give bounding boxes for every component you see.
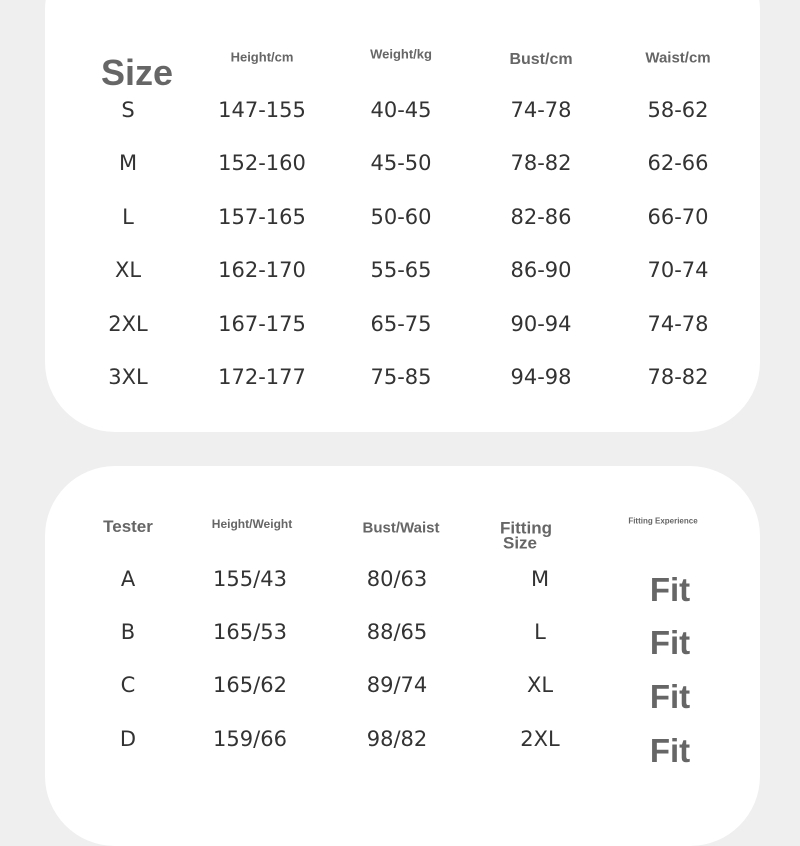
fit-result: Fit	[649, 732, 691, 769]
fitting-size-header-line1: Fitting	[500, 518, 552, 538]
table-cell: 74-78	[510, 98, 572, 122]
table-cell: 155/43	[213, 567, 287, 591]
table-cell: 89/74	[366, 673, 428, 697]
table-cell: 86-90	[510, 258, 572, 282]
tester-header: Tester	[103, 517, 153, 536]
table-cell: 82-86	[510, 205, 572, 229]
table-cell: 94-98	[510, 365, 572, 389]
fitting-size-header-line2: Size	[502, 533, 538, 553]
table-cell: 165/62	[213, 673, 287, 697]
table-cell: 162-170	[218, 258, 306, 282]
table-cell: 2XL	[520, 727, 560, 751]
table-cell: 50-60	[370, 205, 432, 229]
tester-label: D	[119, 727, 137, 751]
table-cell: 90-94	[510, 312, 572, 336]
table-cell: 167-175	[218, 312, 306, 336]
size-label: XL	[114, 258, 142, 282]
size-label: S	[121, 98, 135, 122]
table-cell: M	[530, 567, 550, 591]
table-cell: 66-70	[647, 205, 709, 229]
fit-result: Fit	[649, 571, 691, 608]
table-cell: 98/82	[366, 727, 428, 751]
table-cell: 172-177	[218, 365, 306, 389]
size-label: 3XL	[108, 365, 148, 389]
bust-header: Bust/cm	[509, 51, 573, 68]
bust-waist-header: Bust/Waist	[362, 519, 440, 537]
size-title: Size	[100, 52, 174, 93]
table-cell: 157-165	[218, 205, 306, 229]
table-cell: 58-62	[647, 98, 709, 122]
table-cell: 74-78	[647, 312, 709, 336]
table-cell: 45-50	[370, 151, 432, 175]
tester-label: A	[120, 567, 136, 591]
table-cell: 159/66	[213, 727, 287, 751]
fit-result: Fit	[649, 624, 691, 661]
table-cell: 62-66	[647, 151, 709, 175]
table-cell: 152-160	[218, 151, 306, 175]
table-cell: 88/65	[366, 620, 428, 644]
table-cell: XL	[526, 673, 554, 697]
table-cell: 80/63	[366, 567, 428, 591]
waist-header: Waist/cm	[645, 49, 711, 67]
height-header: Height/cm	[230, 49, 294, 65]
table-cell: 147-155	[218, 98, 306, 122]
fit-result: Fit	[649, 678, 691, 715]
size-label: M	[118, 151, 138, 175]
table-cell: L	[534, 620, 546, 644]
fitting-experience-header: Fitting Experience	[628, 516, 698, 526]
tester-label: C	[120, 673, 136, 697]
table-cell: 65-75	[370, 312, 432, 336]
table-cell: 78-82	[647, 365, 709, 389]
tester-label: B	[120, 620, 136, 644]
table-cell: 78-82	[510, 151, 572, 175]
height-weight-header: Height/Weight	[211, 517, 293, 531]
table-cell: 40-45	[370, 98, 432, 122]
size-label: 2XL	[108, 312, 148, 336]
table-cell: 75-85	[370, 365, 432, 389]
table-cell: 70-74	[647, 258, 709, 282]
size-label: L	[122, 205, 134, 229]
table-cell: 55-65	[370, 258, 432, 282]
table-cell: 165/53	[213, 620, 287, 644]
weight-header: Weight/kg	[370, 46, 432, 62]
